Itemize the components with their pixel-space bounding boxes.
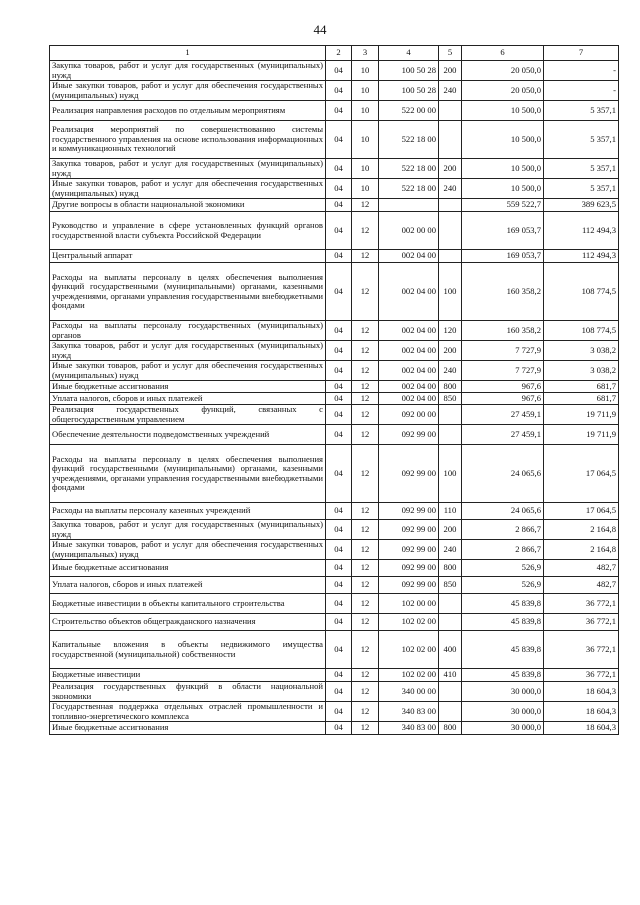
cell-amount-year2: 5 357,1	[544, 159, 619, 179]
cell-name: Строительство объектов общегражданского назначения	[50, 614, 326, 631]
cell-amount-year2: 18 604,3	[544, 682, 619, 702]
cell-expense-kind: 400	[439, 631, 462, 669]
cell-amount-year1: 45 839,8	[462, 594, 544, 614]
cell-article: 100 50 28	[379, 61, 439, 81]
cell-amount-year1: 7 727,9	[462, 361, 544, 381]
cell-name: Закупка товаров, работ и услуг для государственных (муниципальных) нужд	[50, 61, 326, 81]
cell-subsection: 12	[352, 614, 379, 631]
cell-amount-year2: 482,7	[544, 560, 619, 577]
cell-expense-kind: 200	[439, 159, 462, 179]
cell-subsection: 12	[352, 445, 379, 503]
cell-section: 04	[326, 722, 352, 735]
cell-name: Иные закупки товаров, работ и услуг для обеспечения государственных (муниципальных) нужд	[50, 540, 326, 560]
cell-section: 04	[326, 445, 352, 503]
cell-expense-kind	[439, 101, 462, 121]
header-row	[50, 46, 619, 61]
cell-amount-year1: 526,9	[462, 577, 544, 594]
cell-subsection: 12	[352, 393, 379, 405]
cell-section: 04	[326, 503, 352, 520]
cell-name: Государственная поддержка отдельных отраслей промышленности и топливно-энергетического комплекса	[50, 702, 326, 722]
cell-expense-kind	[439, 250, 462, 263]
cell-amount-year1: 30 000,0	[462, 702, 544, 722]
cell-expense-kind	[439, 405, 462, 425]
cell-amount-year1: 559 522,7	[462, 199, 544, 212]
cell-amount-year1: 20 050,0	[462, 81, 544, 101]
cell-section: 04	[326, 614, 352, 631]
cell-amount-year1: 10 500,0	[462, 159, 544, 179]
cell-amount-year2: 36 772,1	[544, 614, 619, 631]
cell-name: Иные бюджетные ассигнования	[50, 381, 326, 393]
cell-name: Уплата налогов, сборов и иных платежей	[50, 393, 326, 405]
cell-expense-kind: 200	[439, 61, 462, 81]
cell-name: Реализация направления расходов по отдельным мероприятиям	[50, 101, 326, 121]
cell-expense-kind: 850	[439, 577, 462, 594]
cell-name: Закупка товаров, работ и услуг для государственных (муниципальных) нужд	[50, 159, 326, 179]
cell-subsection: 12	[352, 682, 379, 702]
cell-article: 100 50 28	[379, 81, 439, 101]
cell-expense-kind: 200	[439, 520, 462, 540]
cell-subsection: 10	[352, 121, 379, 159]
cell-amount-year2: 681,7	[544, 393, 619, 405]
cell-article: 340 83 00	[379, 722, 439, 735]
cell-article: 092 99 00	[379, 540, 439, 560]
cell-article: 002 00 00	[379, 212, 439, 250]
cell-section: 04	[326, 61, 352, 81]
cell-amount-year2: 36 772,1	[544, 594, 619, 614]
table-row	[50, 121, 619, 159]
cell-section: 04	[326, 520, 352, 540]
cell-subsection: 12	[352, 321, 379, 341]
cell-expense-kind: 110	[439, 503, 462, 520]
cell-amount-year1: 160 358,2	[462, 321, 544, 341]
cell-section: 04	[326, 179, 352, 199]
cell-article: 522 18 00	[379, 159, 439, 179]
cell-section: 04	[326, 577, 352, 594]
cell-subsection: 12	[352, 669, 379, 682]
table-row	[50, 361, 619, 381]
cell-amount-year1: 30 000,0	[462, 722, 544, 735]
table-row	[50, 61, 619, 81]
cell-section: 04	[326, 212, 352, 250]
table-row	[50, 425, 619, 445]
cell-name: Иные закупки товаров, работ и услуг для обеспечения государственных (муниципальных) нужд	[50, 361, 326, 381]
table-row	[50, 179, 619, 199]
cell-article: 102 00 00	[379, 594, 439, 614]
cell-name: Обеспечение деятельности подведомственных учреждений	[50, 425, 326, 445]
header-cell: 1	[50, 46, 326, 61]
table-row	[50, 702, 619, 722]
cell-expense-kind: 200	[439, 341, 462, 361]
cell-section: 04	[326, 341, 352, 361]
table-row	[50, 682, 619, 702]
table-row	[50, 540, 619, 560]
table-row	[50, 393, 619, 405]
cell-amount-year2: 482,7	[544, 577, 619, 594]
cell-amount-year2: 17 064,5	[544, 503, 619, 520]
table-row	[50, 159, 619, 179]
cell-name: Иные закупки товаров, работ и услуг для обеспечения государственных (муниципальных) нужд	[50, 81, 326, 101]
cell-amount-year2: 3 038,2	[544, 361, 619, 381]
table-row	[50, 520, 619, 540]
cell-name: Закупка товаров, работ и услуг для государственных (муниципальных) нужд	[50, 520, 326, 540]
cell-subsection: 12	[352, 631, 379, 669]
cell-subsection: 10	[352, 81, 379, 101]
cell-amount-year2: 3 038,2	[544, 341, 619, 361]
cell-section: 04	[326, 199, 352, 212]
cell-subsection: 12	[352, 212, 379, 250]
cell-amount-year2: 36 772,1	[544, 669, 619, 682]
cell-subsection: 12	[352, 199, 379, 212]
cell-name: Расходы на выплаты персоналу в целях обеспечения выполнения функций государственными (муниципальными) органами, казенными учреждениями, органами управления государственными внебюджетными фондами	[50, 263, 326, 321]
cell-amount-year1: 20 050,0	[462, 61, 544, 81]
table-row	[50, 503, 619, 520]
cell-name: Бюджетные инвестиции в объекты капитального строительства	[50, 594, 326, 614]
cell-subsection: 10	[352, 61, 379, 81]
cell-expense-kind: 800	[439, 381, 462, 393]
cell-amount-year1: 169 053,7	[462, 250, 544, 263]
cell-article: 340 83 00	[379, 702, 439, 722]
cell-expense-kind	[439, 212, 462, 250]
cell-amount-year1: 45 839,8	[462, 631, 544, 669]
cell-article: 092 99 00	[379, 503, 439, 520]
cell-name: Иные бюджетные ассигнования	[50, 722, 326, 735]
cell-expense-kind	[439, 594, 462, 614]
cell-article: 092 99 00	[379, 577, 439, 594]
cell-subsection: 12	[352, 405, 379, 425]
cell-amount-year2: -	[544, 61, 619, 81]
cell-section: 04	[326, 405, 352, 425]
table-row	[50, 321, 619, 341]
cell-amount-year1: 7 727,9	[462, 341, 544, 361]
cell-subsection: 12	[352, 361, 379, 381]
cell-article: 522 18 00	[379, 121, 439, 159]
cell-article: 102 02 00	[379, 631, 439, 669]
cell-section: 04	[326, 321, 352, 341]
cell-section: 04	[326, 159, 352, 179]
cell-name: Реализация государственных функций в области национальной экономики	[50, 682, 326, 702]
cell-article: 002 04 00	[379, 361, 439, 381]
cell-article: 340 00 00	[379, 682, 439, 702]
table-row	[50, 381, 619, 393]
cell-amount-year2: -	[544, 81, 619, 101]
cell-amount-year2: 19 711,9	[544, 425, 619, 445]
cell-amount-year1: 27 459,1	[462, 405, 544, 425]
cell-article	[379, 199, 439, 212]
cell-section: 04	[326, 669, 352, 682]
table-row	[50, 101, 619, 121]
table-row	[50, 631, 619, 669]
cell-amount-year2: 2 164,8	[544, 520, 619, 540]
cell-subsection: 12	[352, 425, 379, 445]
cell-amount-year2: 5 357,1	[544, 121, 619, 159]
cell-amount-year2: 18 604,3	[544, 702, 619, 722]
cell-name: Расходы на выплаты персоналу казенных учреждений	[50, 503, 326, 520]
cell-article: 522 00 00	[379, 101, 439, 121]
cell-expense-kind: 100	[439, 263, 462, 321]
cell-article: 002 04 00	[379, 393, 439, 405]
cell-expense-kind	[439, 199, 462, 212]
cell-expense-kind	[439, 682, 462, 702]
cell-subsection: 12	[352, 520, 379, 540]
cell-expense-kind	[439, 614, 462, 631]
cell-subsection: 12	[352, 560, 379, 577]
cell-section: 04	[326, 393, 352, 405]
cell-amount-year1: 24 065,6	[462, 503, 544, 520]
cell-amount-year1: 160 358,2	[462, 263, 544, 321]
table-row	[50, 594, 619, 614]
cell-subsection: 12	[352, 722, 379, 735]
cell-amount-year1: 2 866,7	[462, 540, 544, 560]
cell-amount-year1: 10 500,0	[462, 121, 544, 159]
cell-amount-year2: 17 064,5	[544, 445, 619, 503]
cell-section: 04	[326, 101, 352, 121]
cell-amount-year1: 45 839,8	[462, 669, 544, 682]
cell-section: 04	[326, 381, 352, 393]
cell-subsection: 10	[352, 159, 379, 179]
cell-amount-year2: 18 604,3	[544, 722, 619, 735]
cell-expense-kind	[439, 425, 462, 445]
cell-expense-kind: 850	[439, 393, 462, 405]
cell-expense-kind: 240	[439, 179, 462, 199]
cell-expense-kind: 800	[439, 722, 462, 735]
cell-article: 002 04 00	[379, 381, 439, 393]
cell-article: 102 02 00	[379, 669, 439, 682]
header-cell: 5	[439, 46, 462, 61]
cell-article: 092 00 00	[379, 405, 439, 425]
cell-expense-kind: 120	[439, 321, 462, 341]
cell-name: Иные закупки товаров, работ и услуг для обеспечения государственных (муниципальных) нужд	[50, 179, 326, 199]
cell-article: 102 02 00	[379, 614, 439, 631]
cell-name: Руководство и управление в сфере установленных функций органов государственной власти субъекта Российской Федерации	[50, 212, 326, 250]
cell-expense-kind: 800	[439, 560, 462, 577]
cell-section: 04	[326, 361, 352, 381]
cell-article: 002 04 00	[379, 321, 439, 341]
cell-section: 04	[326, 425, 352, 445]
cell-name: Бюджетные инвестиции	[50, 669, 326, 682]
cell-amount-year1: 967,6	[462, 381, 544, 393]
cell-subsection: 12	[352, 341, 379, 361]
table-row	[50, 212, 619, 250]
cell-amount-year1: 526,9	[462, 560, 544, 577]
cell-name: Расходы на выплаты персоналу в целях обеспечения выполнения функций государственными (муниципальными) органами, казенными учреждениями, органами управления государственными внебюджетными фондами	[50, 445, 326, 503]
cell-amount-year2: 681,7	[544, 381, 619, 393]
table-row	[50, 341, 619, 361]
header-cell: 6	[462, 46, 544, 61]
cell-article: 092 99 00	[379, 445, 439, 503]
cell-amount-year1: 2 866,7	[462, 520, 544, 540]
cell-name: Реализация мероприятий по совершенствованию системы государственного управления на основе использования информационных и коммуникационных технологий	[50, 121, 326, 159]
cell-subsection: 12	[352, 381, 379, 393]
cell-amount-year1: 169 053,7	[462, 212, 544, 250]
cell-amount-year2: 2 164,8	[544, 540, 619, 560]
cell-name: Реализация государственных функций, связанных с общегосударственным управлением	[50, 405, 326, 425]
cell-amount-year1: 24 065,6	[462, 445, 544, 503]
cell-subsection: 10	[352, 101, 379, 121]
table-row	[50, 199, 619, 212]
cell-section: 04	[326, 263, 352, 321]
cell-article: 092 99 00	[379, 560, 439, 577]
cell-expense-kind	[439, 121, 462, 159]
cell-section: 04	[326, 81, 352, 101]
table-row	[50, 263, 619, 321]
cell-section: 04	[326, 250, 352, 263]
cell-amount-year2: 19 711,9	[544, 405, 619, 425]
table-row	[50, 250, 619, 263]
cell-amount-year2: 389 623,5	[544, 199, 619, 212]
cell-article: 002 04 00	[379, 263, 439, 321]
cell-subsection: 12	[352, 540, 379, 560]
cell-expense-kind	[439, 702, 462, 722]
cell-amount-year1: 27 459,1	[462, 425, 544, 445]
header-cell: 7	[544, 46, 619, 61]
cell-subsection: 12	[352, 702, 379, 722]
cell-expense-kind: 100	[439, 445, 462, 503]
cell-amount-year1: 10 500,0	[462, 179, 544, 199]
table-row	[50, 614, 619, 631]
cell-amount-year2: 5 357,1	[544, 179, 619, 199]
cell-name: Центральный аппарат	[50, 250, 326, 263]
table-row	[50, 405, 619, 425]
table-row	[50, 81, 619, 101]
cell-amount-year1: 45 839,8	[462, 614, 544, 631]
cell-amount-year2: 5 357,1	[544, 101, 619, 121]
table-body	[50, 61, 619, 735]
table-row	[50, 445, 619, 503]
cell-amount-year2: 112 494,3	[544, 212, 619, 250]
cell-amount-year1: 30 000,0	[462, 682, 544, 702]
cell-section: 04	[326, 682, 352, 702]
cell-article: 522 18 00	[379, 179, 439, 199]
header-cell: 3	[352, 46, 379, 61]
cell-section: 04	[326, 594, 352, 614]
table-row	[50, 669, 619, 682]
cell-section: 04	[326, 540, 352, 560]
cell-subsection: 12	[352, 503, 379, 520]
cell-section: 04	[326, 560, 352, 577]
cell-article: 092 99 00	[379, 425, 439, 445]
cell-amount-year2: 108 774,5	[544, 321, 619, 341]
table-row	[50, 722, 619, 735]
cell-section: 04	[326, 702, 352, 722]
cell-subsection: 12	[352, 577, 379, 594]
cell-subsection: 10	[352, 179, 379, 199]
cell-amount-year2: 108 774,5	[544, 263, 619, 321]
cell-article: 092 99 00	[379, 520, 439, 540]
cell-expense-kind: 240	[439, 540, 462, 560]
cell-subsection: 12	[352, 250, 379, 263]
cell-expense-kind: 410	[439, 669, 462, 682]
cell-amount-year1: 10 500,0	[462, 101, 544, 121]
cell-amount-year2: 112 494,3	[544, 250, 619, 263]
cell-expense-kind: 240	[439, 81, 462, 101]
cell-name: Иные бюджетные ассигнования	[50, 560, 326, 577]
cell-subsection: 12	[352, 263, 379, 321]
cell-name: Уплата налогов, сборов и иных платежей	[50, 577, 326, 594]
cell-section: 04	[326, 121, 352, 159]
table-row	[50, 560, 619, 577]
cell-expense-kind: 240	[439, 361, 462, 381]
header-cell: 2	[326, 46, 352, 61]
cell-amount-year1: 967,6	[462, 393, 544, 405]
cell-name: Расходы на выплаты персоналу государственных (муниципальных) органов	[50, 321, 326, 341]
cell-name: Закупка товаров, работ и услуг для государственных (муниципальных) нужд	[50, 341, 326, 361]
cell-name: Другие вопросы в области национальной экономики	[50, 199, 326, 212]
cell-section: 04	[326, 631, 352, 669]
page-number: 44	[313, 22, 327, 37]
cell-name: Капитальные вложения в объекты недвижимого имущества государственной (муниципальной) собственности	[50, 631, 326, 669]
cell-amount-year2: 36 772,1	[544, 631, 619, 669]
header-cell: 4	[379, 46, 439, 61]
cell-article: 002 04 00	[379, 250, 439, 263]
budget-table	[49, 45, 619, 735]
table-row	[50, 577, 619, 594]
cell-article: 002 04 00	[379, 341, 439, 361]
cell-subsection: 12	[352, 594, 379, 614]
